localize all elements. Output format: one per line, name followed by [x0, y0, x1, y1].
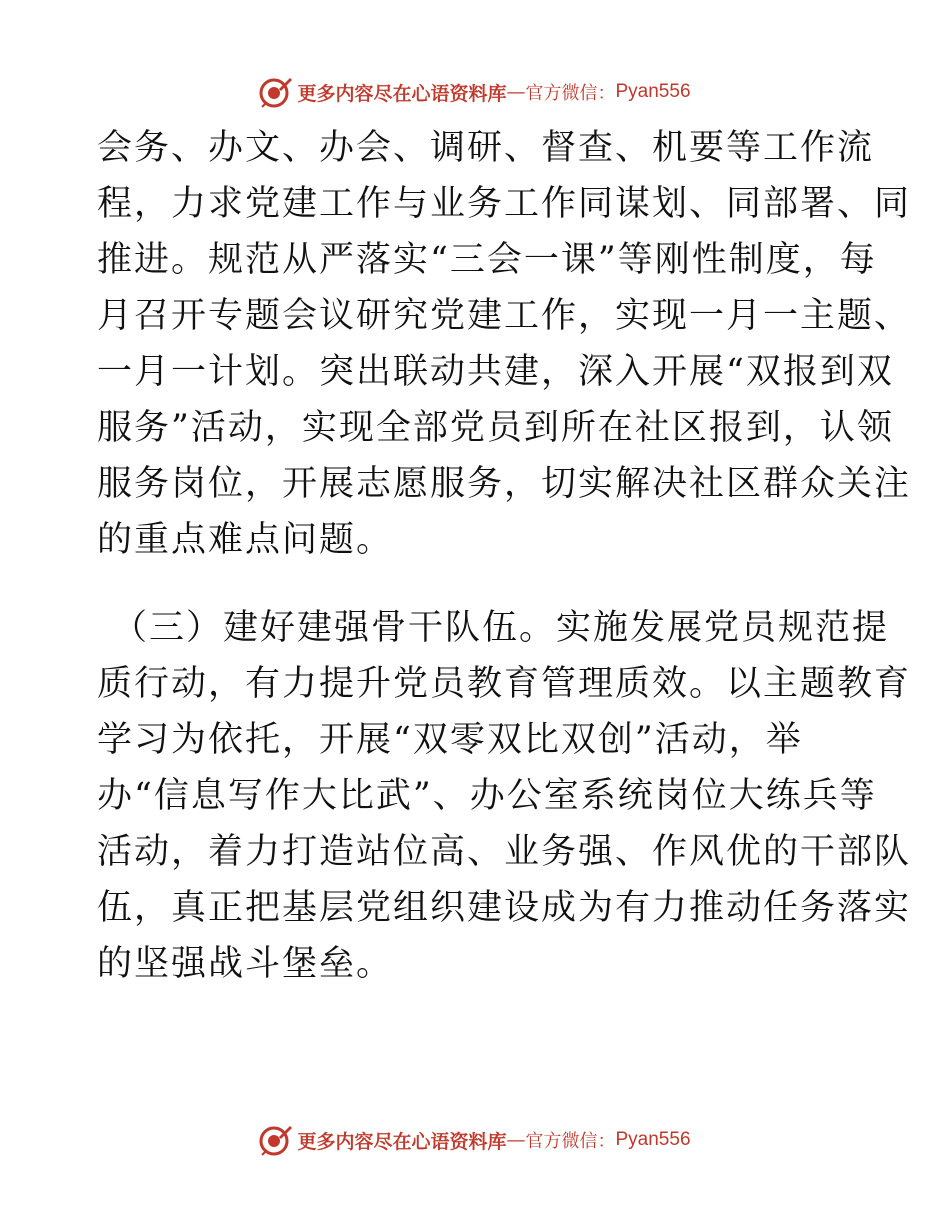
banner-contact-label: 官方微信：	[525, 1131, 616, 1152]
body-line: 伍，真正把基层党组织建设成为有力推动任务落实	[97, 888, 912, 928]
body-line: 服务岗位，开展志愿服务，切实解决社区群众关注	[97, 464, 912, 504]
header-banner	[0, 72, 950, 112]
body-line: 质行动，有力提升党员教育管理质效。以主题教育	[97, 664, 912, 704]
body-line: 月召开专题会议研究党建工作，实现一月一主题、	[97, 296, 912, 336]
body-line: 服务”活动，实现全部党员到所在社区报到，认领	[97, 408, 894, 448]
brand-logo-icon	[259, 1123, 293, 1157]
body-line: 办“信息写作大比武”、办公室系统岗位大练兵等	[97, 776, 877, 816]
brand-logo-icon	[259, 75, 293, 109]
banner-separator: —	[506, 1129, 526, 1151]
banner-brand-text: 更多内容尽在心语资料库	[297, 82, 507, 105]
banner-contact-value: Pyan556	[615, 81, 691, 102]
body-line: 学习为依托，开展“双零双比双创”活动，举	[97, 720, 803, 760]
banner-contact-label: 官方微信：	[525, 83, 616, 104]
banner-separator: —	[506, 81, 526, 103]
footer-banner	[0, 1120, 950, 1160]
banner-contact-value: Pyan556	[615, 1129, 691, 1150]
body-line: 的重点难点问题。	[97, 520, 394, 560]
body-line: 程，力求党建工作与业务工作同谋划、同部署、同	[97, 184, 912, 224]
body-line: 一月一计划。突出联动共建，深入开展“双报到双	[97, 352, 894, 392]
body-line: 的坚强战斗堡垒。	[97, 944, 394, 984]
body-line: 活动，着力打造站位高、业务强、作风优的干部队	[97, 832, 912, 872]
banner-brand-text: 更多内容尽在心语资料库	[297, 1130, 507, 1153]
section-heading-line: （三）建好建强骨干队伍。实施发展党员规范提	[112, 608, 890, 648]
body-line: 推进。规范从严落实“三会一课”等刚性制度，每	[97, 240, 877, 280]
body-line: 会务、办文、办会、调研、督查、机要等工作流	[97, 128, 875, 168]
